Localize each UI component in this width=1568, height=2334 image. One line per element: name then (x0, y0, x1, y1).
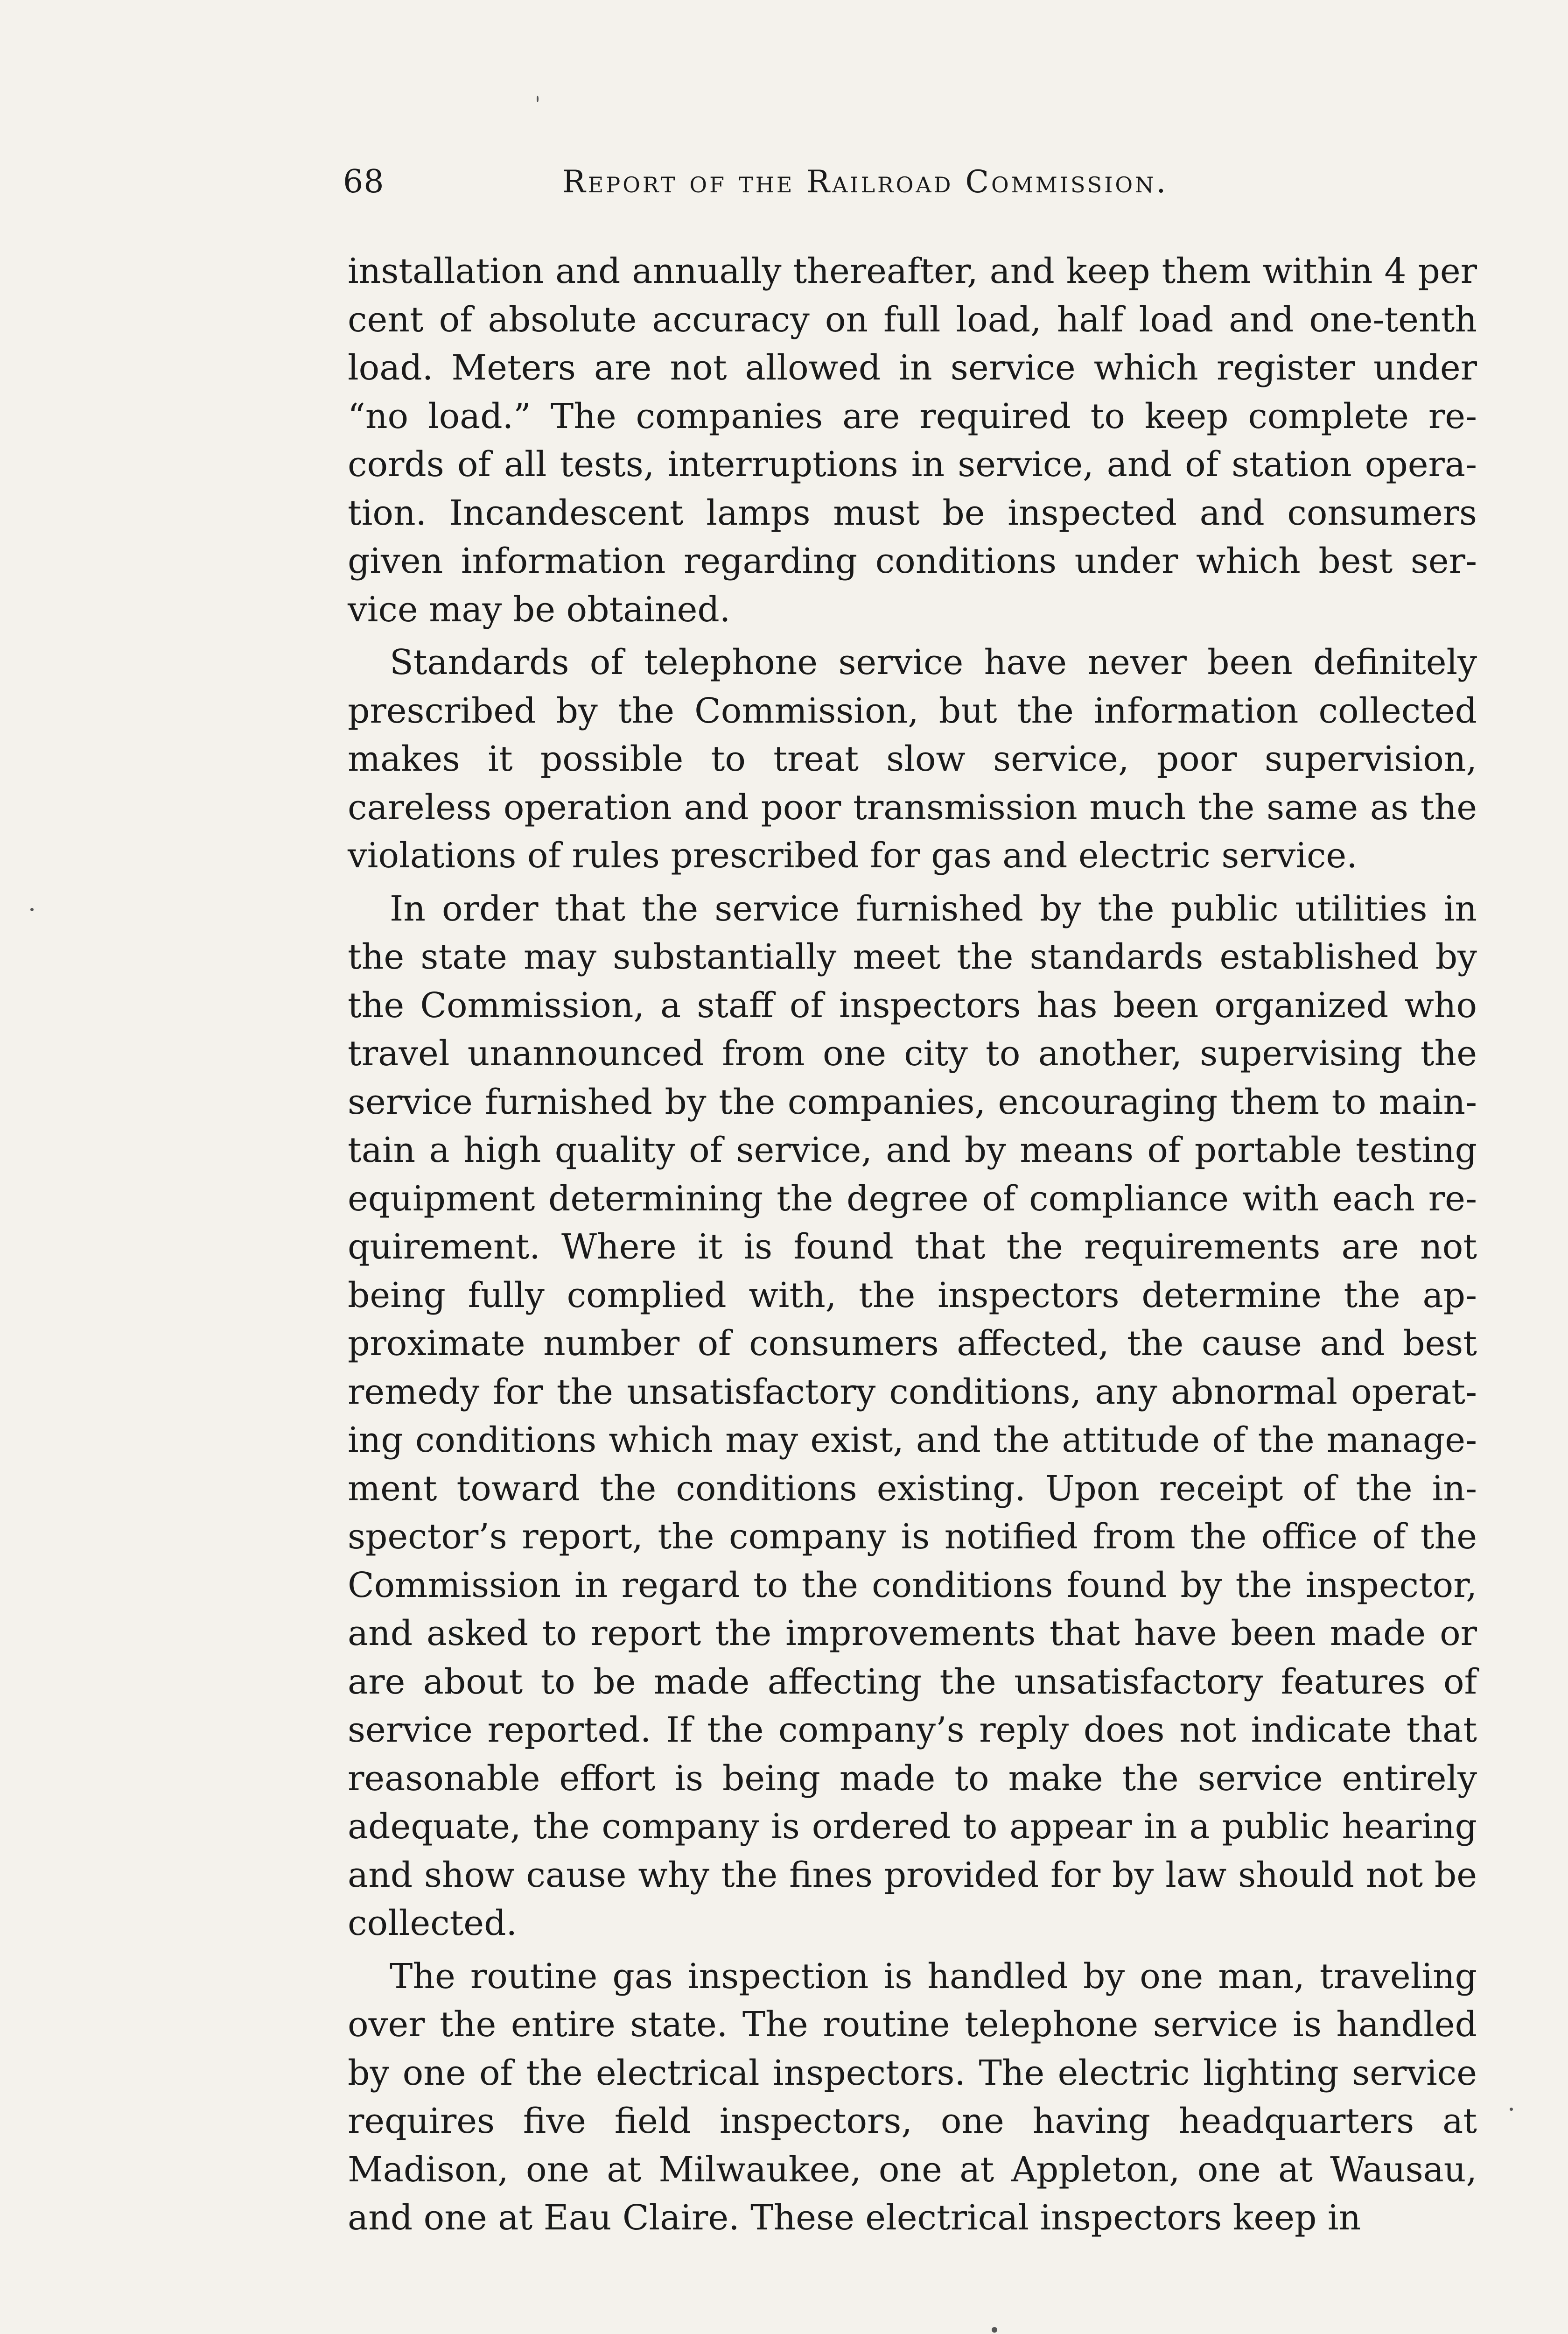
scan-speck (992, 2327, 997, 2333)
paragraph-telephone-standards: Standards of telephone service have never been definitely prescribed by the Commission, but the information collected makes it possible to treat slow service, poor supervision, careless operation and poor transmission much the same as the violations of rules prescribed for gas and electric service. (348, 642, 1477, 876)
paragraph-inspection-staff: In order that the service furnished by the public utilities in the state may substantially meet the standards established by the Commission, a staff of inspectors has been organized who travel unannounced from one city to another, supervising the service furnished by the companies, encouraging them to maintain a high quality of service, and by means of portable testing equipment determining the degree of compliance with each requirement. Where it is found that the requirements are not being fully complied with, the inspectors determine the approximate number of consumers affected, the cause and best remedy for the unsatisfactory conditions, any abnormal operating conditions which may exist, and the attitude of the management toward the conditions existing. Upon receipt of the inspector’s report, the company is notified from the office of the Commission in regard to the conditions found by the inspector, and asked to report the improvements that have been made or are about to be made affecting the unsatisfactory features of service reported. If the company’s reply does not indicate that reasonable effort is being made to make the service entirely adequate, the company is ordered to appear in a public hearing and show cause why the fines provided for by law should not be collected. (348, 888, 1477, 1943)
page-number: 68 (343, 163, 385, 200)
running-head (343, 159, 1482, 215)
paragraph-continued: installation and annually thereafter, and keep them within 4 per cent of absolute accuracy on full load, half load and one-tenth load. Meters are not allowed in service which register under “no load.” The companies are required to keep complete records of all tests, interruptions in service, and of station operation. Incandescent lamps must be inspected and consumers given information regarding conditions under which best service may be obtained. (348, 251, 1477, 630)
scan-speck (1510, 2108, 1513, 2111)
scan-speck (537, 96, 539, 102)
scan-speck (30, 908, 34, 911)
running-title: Report of the Railroad Commission. (562, 164, 1169, 200)
paragraph-routine-inspection: The routine gas inspection is handled by one man, traveling over the entire state. The routine telephone service is handled by one of the electrical inspectors. The electric lighting service requires five field inspectors, one having headquarters at Madison, one at Milwaukee, one at Appleton, one at Wausau, and one at Eau Claire. These electrical inspectors keep in (348, 1956, 1477, 2238)
body-text (348, 247, 1477, 2247)
